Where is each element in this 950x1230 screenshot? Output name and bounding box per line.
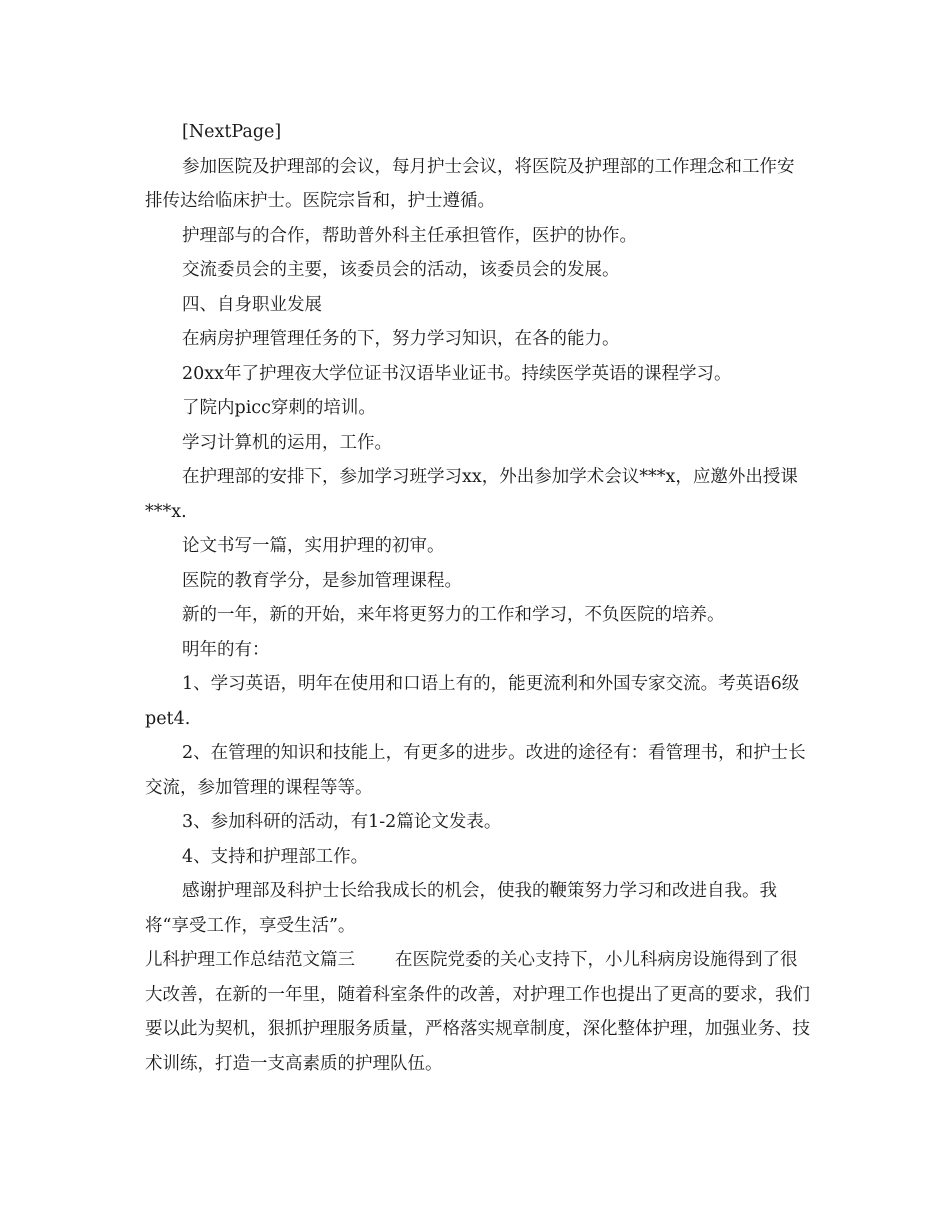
paragraph-computer: 学习计算机的运用，工作。: [182, 432, 392, 453]
paragraph-degree: 20xx年了护理夜大学位证书汉语毕业证书。持续医学英语的课程学习。: [182, 363, 732, 384]
paragraph-next-year: 明年的有：: [182, 639, 270, 660]
paragraph-new-year: 新的一年，新的开始，来年将更努力的工作和学习，不负医院的培养。: [182, 605, 725, 625]
paragraph-thanks: 感谢护理部及科护士长给我成长的机会，使我的鞭策努力学习和改进自我。我将“享受工作，享受生活”。: [145, 881, 777, 936]
paragraph-credits: 医院的教育学分，是参加管理课程。: [182, 570, 462, 591]
paragraph-meetings: 参加医院及护理部的会议，每月护士会议，将医院及护理部的工作理念和工作安排传达给临床护士。医院宗旨和，护士遵循。: [145, 156, 795, 211]
list-item-2: 2、在管理的知识和技能上，有更多的进步。改进的途径有：看管理书，和护士长交流，参加管理的课程等等。: [145, 743, 806, 798]
section-body: 在医院党委的关心支持下，小儿科病房设施得到了很大改善，在新的一年里，随着科室条件的改善，对护理工作也提出了更高的要求，我们要以此为契机，狠抓护理服务质量，严格落实规章制度，深化整体护理，加强业务、技术训练，打造一支高素质的护理队伍。: [145, 950, 810, 1074]
paragraph-nextpage: [NextPage]: [182, 122, 282, 142]
paragraph-paper: 论文书写一篇，实用护理的初审。: [182, 536, 445, 556]
paragraph-committee: 交流委员会的主要，该委员会的活动，该委员会的发展。: [182, 260, 620, 280]
list-item-1: 1、学习英语，明年在使用和口语上有的，能更流利和外国专家交流。考英语6级pet4.: [145, 674, 800, 729]
section-heading: 儿科护理工作总结范文篇三: [145, 950, 355, 970]
list-item-3: 3、参加科研的活动，有1-2篇论文发表。: [182, 812, 502, 832]
paragraph-training: 在护理部的安排下，参加学习班学习xx，外出参加学术会议***x，应邀外出授课***x.: [145, 467, 798, 522]
paragraph-cooperation: 护理部与的合作，帮助普外科主任承担管作，医护的协作。: [182, 225, 637, 246]
paragraph-learning: 在病房护理管理任务的下，努力学习知识，在各的能力。: [182, 329, 620, 349]
section-paragraph: [145, 943, 810, 1081]
document-page: [145, 115, 810, 1081]
paragraph-picc: 了院内picc穿刺的培训。: [182, 398, 376, 418]
list-item-4: 4、支持和护理部工作。: [182, 846, 369, 867]
section-subheading: 四、自身职业发展: [182, 294, 322, 315]
